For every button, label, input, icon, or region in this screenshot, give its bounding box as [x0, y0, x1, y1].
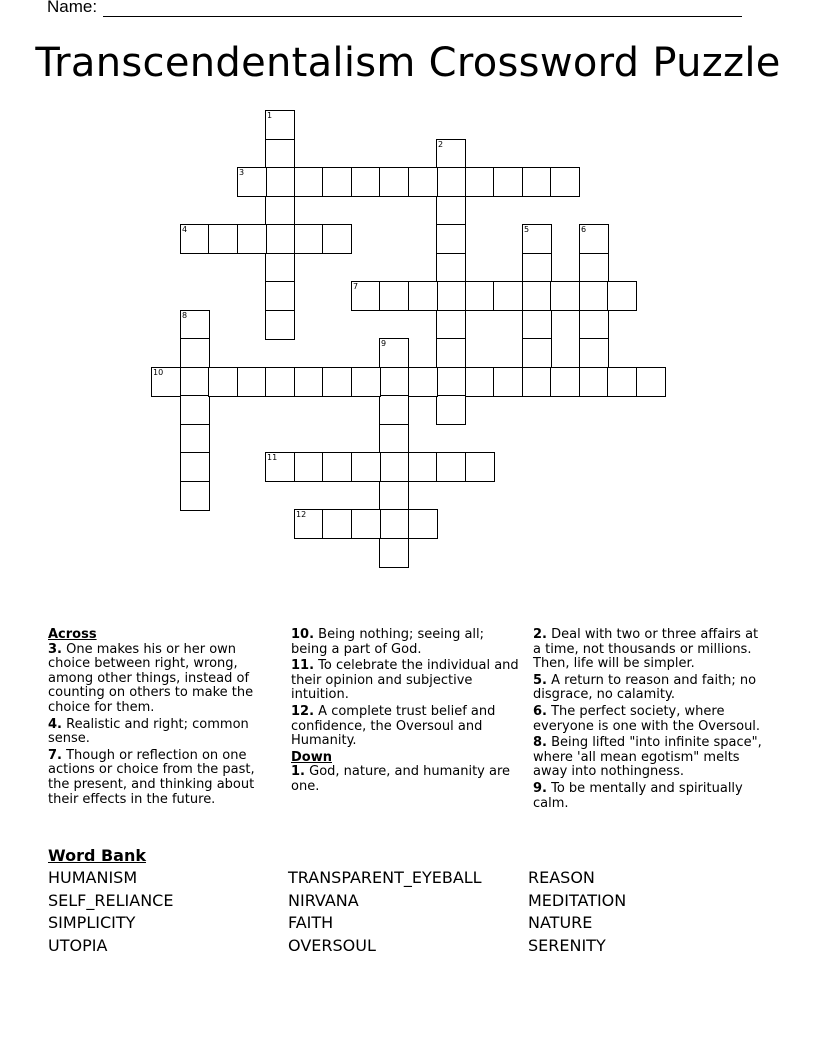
word-bank-title: Word Bank — [48, 846, 147, 865]
crossword-cell[interactable] — [522, 310, 552, 340]
clue-number: 5 — [524, 225, 530, 234]
crossword-cell[interactable] — [465, 167, 495, 197]
crossword-cell[interactable] — [180, 310, 210, 340]
crossword-cell[interactable] — [379, 367, 409, 397]
crossword-cell[interactable] — [522, 224, 552, 254]
crossword-cell[interactable] — [579, 338, 609, 368]
clue-number: 6 — [581, 225, 587, 234]
clue-item — [291, 628, 523, 657]
crossword-cell[interactable] — [180, 338, 210, 368]
crossword-cell[interactable] — [180, 481, 210, 511]
crossword-cell[interactable] — [351, 167, 381, 197]
crossword-cell[interactable] — [265, 367, 295, 397]
crossword-cell[interactable] — [408, 452, 438, 482]
across-heading: Across — [48, 627, 97, 642]
clue-item-number: 7. — [48, 747, 62, 763]
clue-item-number: 1. — [291, 764, 305, 780]
crossword-cell[interactable] — [180, 224, 210, 254]
word-bank-item: SIMPLICITY — [48, 913, 136, 933]
crossword-cell[interactable] — [322, 452, 352, 482]
crossword-cell[interactable] — [436, 310, 466, 340]
crossword-cell[interactable] — [322, 367, 352, 397]
clue-item — [533, 705, 765, 734]
crossword-cell[interactable] — [579, 310, 609, 340]
crossword-cell[interactable] — [265, 253, 295, 283]
clue-item-text: The perfect society, where everyone is one with the Oversoul. — [533, 703, 761, 734]
crossword-cell[interactable] — [265, 110, 295, 140]
crossword-cell[interactable] — [265, 224, 295, 254]
crossword-cell[interactable] — [436, 224, 466, 254]
clue-item-number: 11. — [291, 658, 315, 674]
crossword-cell[interactable] — [408, 281, 438, 311]
crossword-cell[interactable] — [522, 253, 552, 283]
crossword-cell[interactable] — [408, 167, 438, 197]
clue-number: 9 — [381, 339, 387, 348]
crossword-cell[interactable] — [550, 367, 580, 397]
word-bank-item: TRANSPARENT_EYEBALL — [288, 868, 482, 887]
clue-item-text: To be mentally and spiritually calm. — [533, 780, 743, 811]
crossword-cell[interactable] — [379, 395, 409, 425]
clue-item-number: 5. — [533, 672, 547, 688]
crossword-cell[interactable] — [465, 452, 495, 482]
crossword-cell[interactable] — [522, 281, 552, 311]
crossword-cell[interactable] — [379, 424, 409, 454]
crossword-cell[interactable] — [379, 509, 409, 539]
crossword-cell[interactable] — [579, 224, 609, 254]
crossword-cell[interactable] — [436, 338, 466, 368]
crossword-cell[interactable] — [379, 452, 409, 482]
clue-number: 2 — [438, 140, 444, 149]
clue-item-text: Though or reflection on one actions or choice from the past, the present, and thinking about their effects in the future. — [48, 747, 255, 807]
clue-item-text: God, nature, and humanity are one. — [291, 764, 511, 794]
crossword-cell[interactable] — [265, 310, 295, 340]
clue-item — [291, 765, 523, 794]
crossword-cell[interactable] — [579, 281, 609, 311]
crossword-cell[interactable] — [180, 395, 210, 425]
crossword-cell[interactable] — [294, 167, 324, 197]
clue-item-text: Being lifted "into infinite space", where 'all mean egotism" melts away into nothingness. — [533, 735, 762, 780]
crossword-cell[interactable] — [550, 167, 580, 197]
crossword-cell[interactable] — [436, 281, 466, 311]
crossword-cell[interactable] — [379, 538, 409, 568]
crossword-cell[interactable] — [436, 253, 466, 283]
crossword-cell[interactable] — [522, 338, 552, 368]
crossword-cell[interactable] — [294, 509, 324, 539]
clue-number: 4 — [182, 225, 188, 234]
crossword-cell[interactable] — [294, 224, 324, 254]
crossword-cell[interactable] — [493, 281, 523, 311]
clue-item-number: 4. — [48, 716, 62, 732]
crossword-cell[interactable] — [351, 509, 381, 539]
word-bank-item: UTOPIA — [48, 936, 108, 956]
clue-item-text: A return to reason and faith; no disgrace, no calamity. — [533, 672, 757, 703]
clue-item-number: 12. — [291, 703, 315, 719]
crossword-cell[interactable] — [436, 196, 466, 226]
crossword-cell[interactable] — [493, 167, 523, 197]
clue-number: 1 — [267, 111, 273, 120]
crossword-cell[interactable] — [379, 281, 409, 311]
crossword-cell[interactable] — [265, 281, 295, 311]
clue-item — [533, 674, 765, 703]
clue-item-number: 9. — [533, 780, 547, 796]
word-bank-item: HUMANISM — [48, 868, 138, 887]
clue-item-text: One makes his or her own choice between right, wrong, among other things, instead of counting on others to make the choice for them. — [48, 641, 254, 715]
crossword-cell[interactable] — [579, 253, 609, 283]
crossword-cell[interactable] — [351, 281, 381, 311]
crossword-cell[interactable] — [208, 224, 238, 254]
clues-column-1 — [48, 628, 280, 809]
crossword-cell[interactable] — [265, 452, 295, 482]
crossword-cell[interactable] — [322, 509, 352, 539]
clue-item-text: Realistic and right; common sense. — [48, 716, 249, 747]
clue-item-number: 2. — [533, 627, 547, 642]
crossword-cell[interactable] — [294, 367, 324, 397]
clue-item-number: 10. — [291, 627, 315, 642]
crossword-cell[interactable] — [379, 481, 409, 511]
clue-number: 12 — [296, 510, 307, 519]
crossword-cell[interactable] — [379, 167, 409, 197]
crossword-cell[interactable] — [522, 367, 552, 397]
clue-item — [533, 628, 765, 672]
crossword-cell[interactable] — [180, 424, 210, 454]
crossword-cell[interactable] — [265, 139, 295, 169]
crossword-cell[interactable] — [436, 167, 466, 197]
word-bank-item: FAITH — [288, 913, 334, 933]
crossword-cell[interactable] — [237, 367, 267, 397]
crossword-cell[interactable] — [180, 452, 210, 482]
crossword-cell[interactable] — [265, 167, 295, 197]
clue-item-text: A complete trust belief and confidence, the Oversoul and Humanity. — [291, 703, 496, 749]
clue-number: 11 — [267, 453, 278, 462]
clue-item-text: Deal with two or three affairs at a time, not thousands or millions. Then, life will be simpler. — [533, 627, 759, 672]
name-label: Name: — [47, 0, 98, 16]
clue-item — [533, 736, 765, 780]
clue-number: 10 — [153, 368, 164, 377]
crossword-cell[interactable] — [322, 224, 352, 254]
crossword-cell[interactable] — [436, 367, 466, 397]
clue-item — [48, 643, 280, 716]
crossword-cell[interactable] — [465, 367, 495, 397]
crossword-cell[interactable] — [208, 367, 238, 397]
crossword-cell[interactable] — [237, 167, 267, 197]
crossword-cell[interactable] — [180, 367, 210, 397]
down-heading: Down — [291, 749, 332, 765]
crossword-cell[interactable] — [436, 139, 466, 169]
crossword-cell[interactable] — [493, 367, 523, 397]
word-bank-item: OVERSOUL — [288, 936, 376, 956]
word-bank-item: NIRVANA — [288, 890, 359, 910]
clue-item-text: Being nothing; seeing all; being a part of God. — [291, 627, 485, 657]
word-bank-item: SERENITY — [528, 936, 606, 956]
clues-column-2 — [291, 628, 523, 797]
crossword-cell[interactable] — [151, 367, 181, 397]
word-bank-item: SELF_RELIANCE — [48, 890, 174, 910]
crossword-cell[interactable] — [465, 281, 495, 311]
crossword-cell[interactable] — [265, 196, 295, 226]
word-bank-item: REASON — [528, 868, 595, 887]
crossword-cell[interactable] — [436, 395, 466, 425]
crossword-cell[interactable] — [607, 367, 637, 397]
clue-item — [48, 749, 280, 807]
clue-item — [291, 705, 523, 749]
clue-item — [291, 659, 523, 703]
crossword-cell[interactable] — [237, 224, 267, 254]
crossword-cell[interactable] — [351, 367, 381, 397]
clue-number: 7 — [353, 282, 359, 291]
crossword-cell[interactable] — [636, 367, 666, 397]
crossword-cell[interactable] — [408, 367, 438, 397]
crossword-cell[interactable] — [322, 167, 352, 197]
crossword-cell[interactable] — [607, 281, 637, 311]
clue-item-number: 6. — [533, 703, 547, 719]
word-bank-item: NATURE — [528, 913, 593, 933]
crossword-cell[interactable] — [351, 452, 381, 482]
page-title: Transcendentalism Crossword Puzzle — [35, 40, 781, 86]
crossword-cell[interactable] — [379, 338, 409, 368]
clue-item — [533, 782, 765, 811]
clue-item — [48, 718, 280, 747]
crossword-cell[interactable] — [579, 367, 609, 397]
clue-number: 8 — [182, 311, 188, 320]
clue-item-number: 3. — [48, 641, 62, 657]
crossword-cell[interactable] — [522, 167, 552, 197]
clue-item-number: 8. — [533, 735, 547, 751]
word-bank-item: MEDITATION — [528, 890, 627, 910]
crossword-cell[interactable] — [294, 452, 324, 482]
crossword-cell[interactable] — [436, 452, 466, 482]
clue-item-text: To celebrate the individual and their opinion and subjective intuition. — [291, 658, 519, 703]
crossword-cell[interactable] — [550, 281, 580, 311]
clues-column-3 — [533, 628, 765, 813]
crossword-cell[interactable] — [408, 509, 438, 539]
clue-number: 3 — [239, 168, 245, 177]
